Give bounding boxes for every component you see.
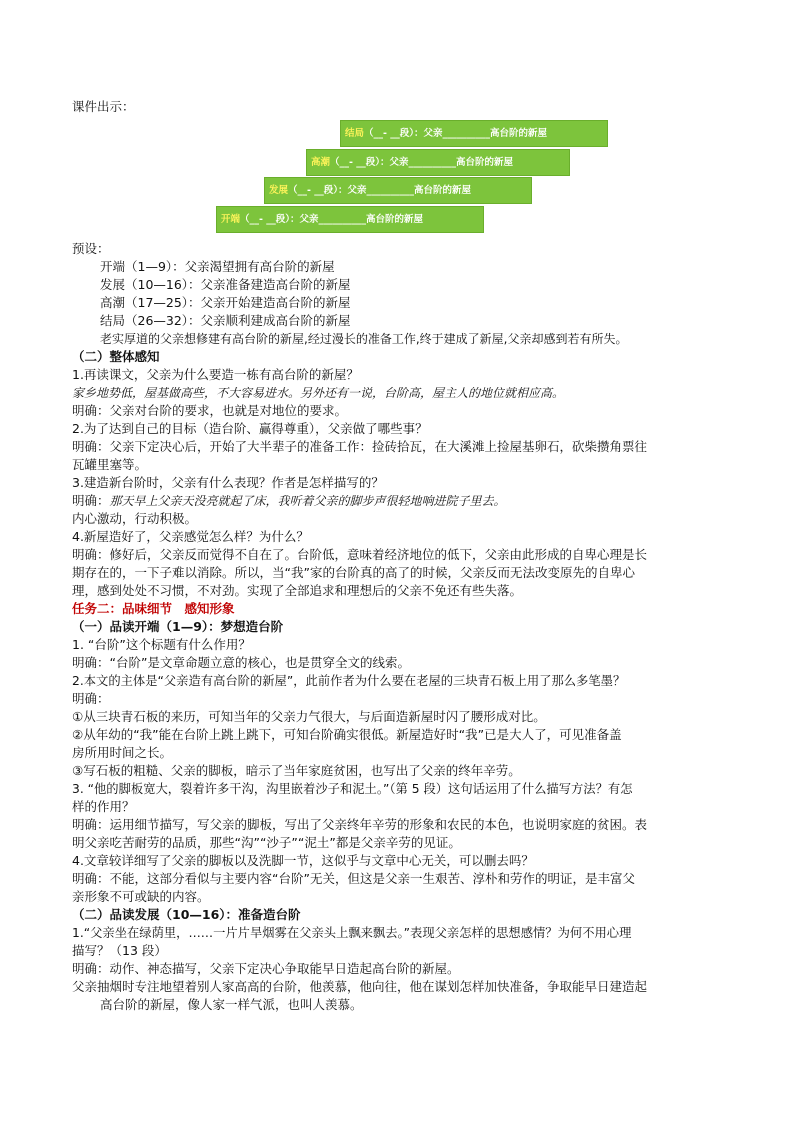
step-development xyxy=(264,177,532,204)
preset-label: 预设： xyxy=(72,241,110,256)
step-opening-head: 开端 xyxy=(221,214,241,225)
s1q2-point-1: ①从三块青石板的来历，可知当年的父亲力气很大，与后面造新屋时闪了腰形成对比。 xyxy=(72,709,546,724)
s2q1-line-1: 1.“父亲坐在绿荫里，……一片片旱烟雾在父亲头上飘来飘去。”表现父亲怎样的思想感情？为何不用心理 xyxy=(72,926,632,940)
step-ending xyxy=(340,120,608,147)
step-development-head: 发展 xyxy=(269,185,289,196)
s1q3-answer-line-1: 明确：运用细节描写，写父亲的脚板，写出了父亲终年辛劳的形象和农民的本色，也说明家庭的贫困。表 xyxy=(72,817,648,832)
section-overall-heading: （二）整体感知 xyxy=(72,349,160,364)
sub1-heading: （一）品读开端（1—9）：梦想造台阶 xyxy=(72,619,284,634)
q1-text: 1.再读课文，父亲为什么要造一栋有高台阶的新屋？ xyxy=(72,367,359,382)
summary-text: 老实厚道的父亲想修建有高台阶的新屋,经过漫长的准备工作,终于建成了新屋,父亲却感到若有所失。 xyxy=(100,332,628,346)
q2-answer-line-2: 瓦罐里塞等。 xyxy=(72,457,148,472)
s1q4-answer-line-1: 明确：不能，这部分看似与主要内容“台阶”无关，但这是父亲一生艰苦、淳朴和劳作的明证，是丰富父 xyxy=(72,871,635,886)
courseware-label: 课件出示： xyxy=(72,99,135,114)
s1q4-answer-line-2: 亲形象不可或缺的内容。 xyxy=(72,889,210,904)
s1q3-line-2: 样的作用？ xyxy=(72,799,135,814)
s1q2-answer: 明确： xyxy=(72,691,110,706)
q3-answer-prefix: 明确： xyxy=(72,493,110,508)
preset-line-2: 发展（10—16）：父亲准备建造高台阶的新屋 xyxy=(100,277,351,292)
step-climax-text: （__- __段）：父亲__________高台阶的新屋 xyxy=(330,157,514,168)
s1q2-text: 2.本文的主体是“父亲造有高台阶的新屋”，此前作者为什么要在老屋的三块青石板上用了那么多笔墨？ xyxy=(72,674,626,688)
step-ending-head: 结局 xyxy=(345,128,365,139)
q3-answer-line-2: 内心激动，行动积极。 xyxy=(72,511,198,526)
s2q1-extra-line-2: 高台阶的新屋，像人家一样气派，也叫人羡慕。 xyxy=(100,997,363,1012)
s2q1-answer: 明确：动作、神态描写，父亲下定决心争取能早日造起高台阶的新屋。 xyxy=(72,961,460,976)
s1q1-answer: 明确：“台阶”是文章命题立意的核心，也是贯穿全文的线索。 xyxy=(72,655,410,670)
s1q3-answer-line-2: 明父亲吃苦耐劳的品质，那些“沟”“沙子”“泥土”都是父亲辛劳的见证。 xyxy=(72,835,461,850)
preset-line-1: 开端（1—9）：父亲渴望拥有高台阶的新屋 xyxy=(100,259,335,274)
step-ending-text: （__- __段）：父亲__________高台阶的新屋 xyxy=(364,128,548,139)
step-climax xyxy=(306,149,570,176)
s1q4-text: 4.文章较详细写了父亲的脚板以及洗脚一节，这似乎与文章中心无关，可以删去吗？ xyxy=(72,853,534,868)
q4-text: 4.新屋造好了，父亲感觉怎么样？为什么？ xyxy=(72,529,309,544)
s1q2-point-2-line-1: ②从年幼的“我”能在台阶上跳上跳下，可知台阶确实很低。新屋造好时“我”已是大人了，可见准备盖 xyxy=(72,727,622,742)
sub2-heading: （二）品读发展（10—16）：准备造台阶 xyxy=(72,907,301,922)
q4-answer-line-1: 明确：修好后，父亲反而觉得不自在了。台阶低，意味着经济地位的低下，父亲由此形成的自卑心理是长 xyxy=(72,547,648,562)
task2-heading: 任务二：品味细节 感知形象 xyxy=(72,601,235,616)
q2-text: 2.为了达到自己的目标（造台阶、赢得尊重），父亲做了哪些事？ xyxy=(72,421,428,436)
s1q2-point-2-line-2: 房所用时间之长。 xyxy=(72,745,173,760)
q1-answer: 明确：父亲对台阶的要求，也就是对地位的要求。 xyxy=(72,403,348,418)
s1q1-text: 1. “台阶”这个标题有什么作用？ xyxy=(72,637,251,652)
s2q1-extra-line-1: 父亲抽烟时专注地望着别人家高高的台阶，他羡慕，他向往，他在谋划怎样加快准备，争取能早日建造起 xyxy=(72,979,648,994)
q2-answer-line-1: 明确：父亲下定决心后，开始了大半辈子的准备工作：捡砖拾瓦，在大溪滩上捡屋基卵石，砍柴攒角票往 xyxy=(72,439,648,454)
step-climax-head: 高潮 xyxy=(311,157,331,168)
s1q3-line-1: 3. “他的脚板宽大，裂着许多干沟，沟里嵌着沙子和泥土。”（第 5 段）这句话运用了什么描写方法？有怎 xyxy=(72,782,633,796)
q3-answer-quote: 那天早上父亲天没亮就起了床，我听着父亲的脚步声很轻地响进院子里去。 xyxy=(109,494,506,508)
q3-answer xyxy=(72,492,506,510)
q4-answer-line-3: 理，感到处处不习惯，不对劲。实现了全部追求和理想后的父亲不免还有些失落。 xyxy=(72,583,523,598)
preset-line-4: 结局（26—32）：父亲顺利建成高台阶的新屋 xyxy=(100,313,351,328)
q3-text: 3.建造新台阶时，父亲有什么表现？作者是怎样描写的？ xyxy=(72,475,384,490)
step-development-text: （__- __段）：父亲__________高台阶的新屋 xyxy=(288,185,472,196)
step-opening xyxy=(216,206,484,233)
s2q1-line-2: 描写？（13 段） xyxy=(72,943,167,958)
q4-answer-line-2: 期存在的，一下子难以消除。所以，当“我”家的台阶真的高了的时候，父亲反而无法改变原先的自卑心 xyxy=(72,565,635,580)
s1q2-point-3: ③写石板的粗糙、父亲的脚板，暗示了当年家庭贫困，也写出了父亲的终年辛劳。 xyxy=(72,763,521,778)
q1-quote: 家乡地势低，屋基做高些，不大容易进水。另外还有一说，台阶高，屋主人的地位就相应高。 xyxy=(72,386,565,400)
preset-line-3: 高潮（17—25）：父亲开始建造高台阶的新屋 xyxy=(100,295,351,310)
step-opening-text: （__- __段）：父亲__________高台阶的新屋 xyxy=(240,214,424,225)
